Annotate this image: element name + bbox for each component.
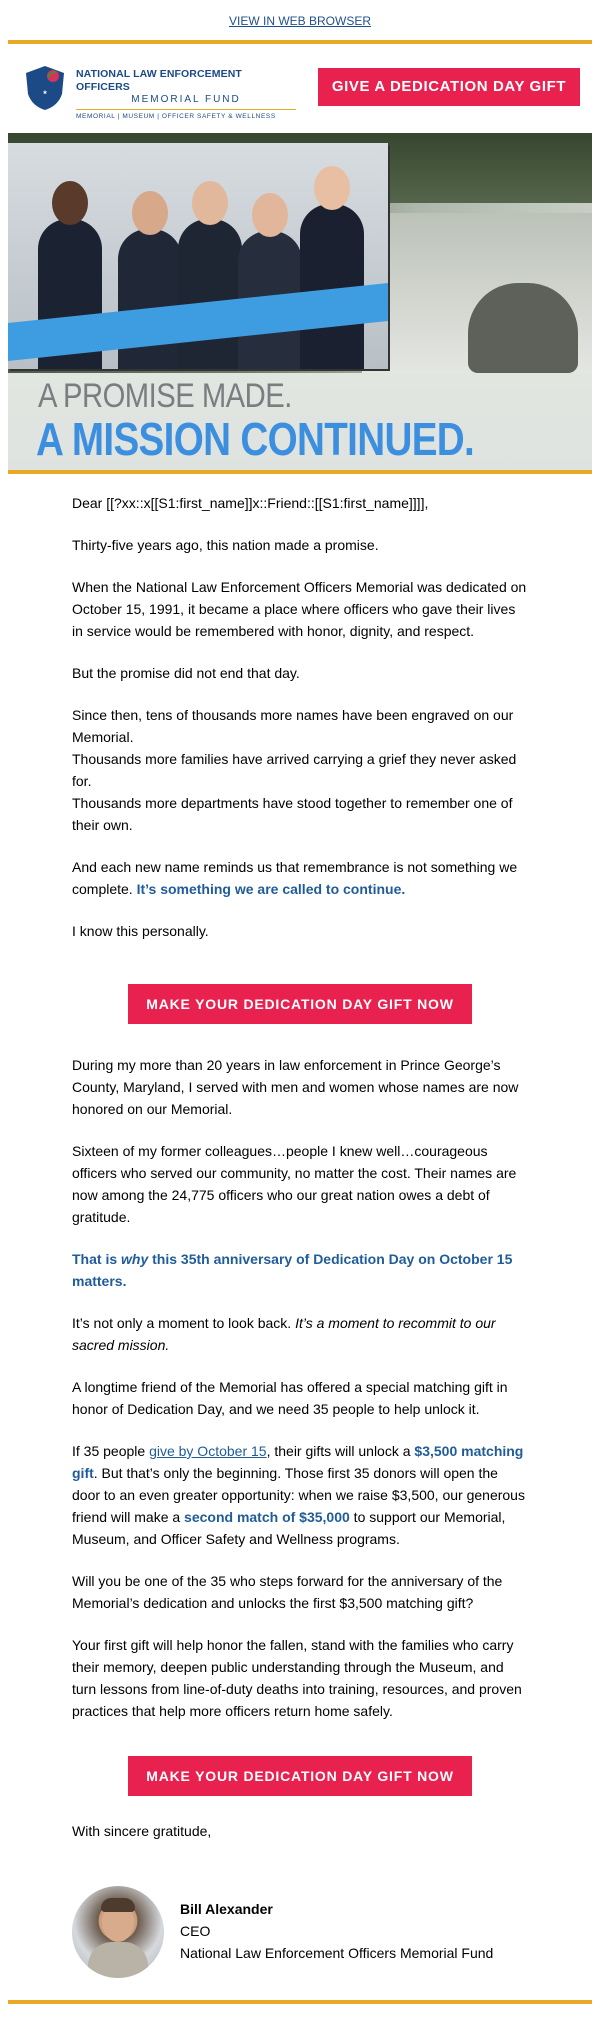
signer-org: National Law Enforcement Officers Memorial Fund: [180, 1945, 494, 1961]
emphasis-text: That is: [72, 1251, 122, 1267]
paragraph-text: It’s not only a moment to look back.: [72, 1315, 296, 1331]
emphasis-text: second match of $35,000: [184, 1509, 350, 1525]
paragraph-text: . But that’s only the beginning. Those first 35 donors will open the door to an even greater opportunity: when we raise $3,500, our generous friend will make a: [72, 1465, 525, 1525]
email-header: [8, 44, 592, 126]
hero-headline-line1: A PROMISE MADE.: [38, 377, 292, 415]
emphasis-text: It’s something we are called to continue.: [136, 881, 406, 897]
paragraph: Thirty-five years ago, this nation made a promise.: [72, 537, 379, 553]
hero-headline-line2: A MISSION CONTINUED.: [36, 413, 475, 465]
svg-text:*: *: [43, 89, 47, 99]
org-name-block: [76, 68, 296, 120]
ribbon-cutting-photo: [8, 133, 592, 373]
greeting: Dear [[?xx::x[[S1:first_name]]x::Friend::[[S1:first_name]]]],: [72, 495, 429, 511]
top-bar: [0, 14, 600, 28]
emphasis-text: $3,500 matching gift: [72, 1443, 524, 1481]
paragraph: Will you be one of the 35 who steps forward for the anniversary of the Memorial’s dedication and unlocks the first $3,500 matching gift?: [72, 1573, 503, 1611]
memorial-shield-logo-icon: [20, 64, 70, 112]
italic-text: It’s a moment to recommit to our sacred mission.: [72, 1315, 496, 1353]
give-dedication-gift-button[interactable]: GIVE A DEDICATION DAY GIFT: [318, 68, 580, 106]
closing: With sincere gratitude,: [72, 1823, 212, 1839]
make-gift-button[interactable]: MAKE YOUR DEDICATION DAY GIFT NOW: [128, 1756, 472, 1796]
paragraph: But the promise did not end that day.: [72, 665, 300, 681]
emphasis-text: this 35th anniversary of Dedication Day on October 15 matters.: [72, 1251, 513, 1289]
hero-banner[interactable]: [8, 133, 592, 470]
org-name-line2: MEMORIAL FUND: [131, 94, 241, 105]
signature-block: [72, 1886, 528, 1986]
paragraph: When the National Law Enforcement Officers Memorial was dedicated on October 15, 1991, it became a place where officers who gave their lives in service would be remembered with honor, dignity, and respect.: [72, 579, 527, 639]
paragraph: A longtime friend of the Memorial has offered a special matching gift in honor of Dedication Day, and we need 35 people to help unlock it.: [72, 1379, 508, 1417]
emphasis-text: why: [121, 1251, 149, 1267]
gold-divider-hero: [8, 470, 592, 474]
paragraph: I know this personally.: [72, 923, 209, 939]
paragraph-text: , their gifts will unlock a: [266, 1443, 415, 1459]
avatar: [72, 1886, 164, 1978]
paragraph: Sixteen of my former colleagues…people I knew well…courageous officers who served our community, no matter the cost. Their names are now among the 24,775 officers who our great nation owes a debt of gratitude.: [72, 1143, 517, 1225]
paragraph-line: Thousands more families have arrived carrying a grief they never asked for.: [72, 751, 517, 789]
org-tagline: MEMORIAL | MUSEUM | OFFICER SAFETY & WELLNESS: [76, 109, 296, 120]
paragraph: [72, 1312, 528, 1356]
give-by-date-link[interactable]: give by October 15: [149, 1443, 267, 1459]
signer-title: CEO: [180, 1923, 211, 1939]
paragraph-text: And each new name reminds us that remembrance is not something we complete.: [72, 859, 518, 897]
paragraph: [72, 704, 528, 836]
paragraph-line: Since then, tens of thousands more names have been engraved on our Memorial.: [72, 707, 514, 745]
paragraph: [72, 1440, 528, 1550]
paragraph: Your first gift will help honor the fallen, stand with the families who carry their memory, deepen public understanding through the Museum, and turn lessons from line-of-duty deaths into training, resources, and proven practices that help more officers return home safely.: [72, 1637, 522, 1719]
gold-divider-bottom: [8, 2000, 592, 2004]
paragraph: During my more than 20 years in law enforcement in Prince George’s County, Maryland, I served with men and women whose names are now honored on our Memorial.: [72, 1057, 519, 1117]
signer-name: Bill Alexander: [180, 1901, 273, 1917]
make-gift-button[interactable]: MAKE YOUR DEDICATION DAY GIFT NOW: [128, 984, 472, 1024]
paragraph-line: Thousands more departments have stood together to remember one of their own.: [72, 795, 513, 833]
view-in-browser-link[interactable]: VIEW IN WEB BROWSER: [228, 14, 371, 28]
letter-body: [72, 492, 528, 1862]
signature-text: [180, 1898, 493, 1964]
org-name-line1: NATIONAL LAW ENFORCEMENT OFFICERS: [76, 68, 242, 93]
paragraph: [72, 1248, 528, 1292]
paragraph: [72, 856, 528, 900]
lion-statue-icon: [468, 283, 578, 373]
paragraph-text: If 35 people: [72, 1443, 150, 1459]
paragraph-text: to support our Memorial, Museum, and Officer Safety and Wellness programs.: [72, 1509, 506, 1547]
